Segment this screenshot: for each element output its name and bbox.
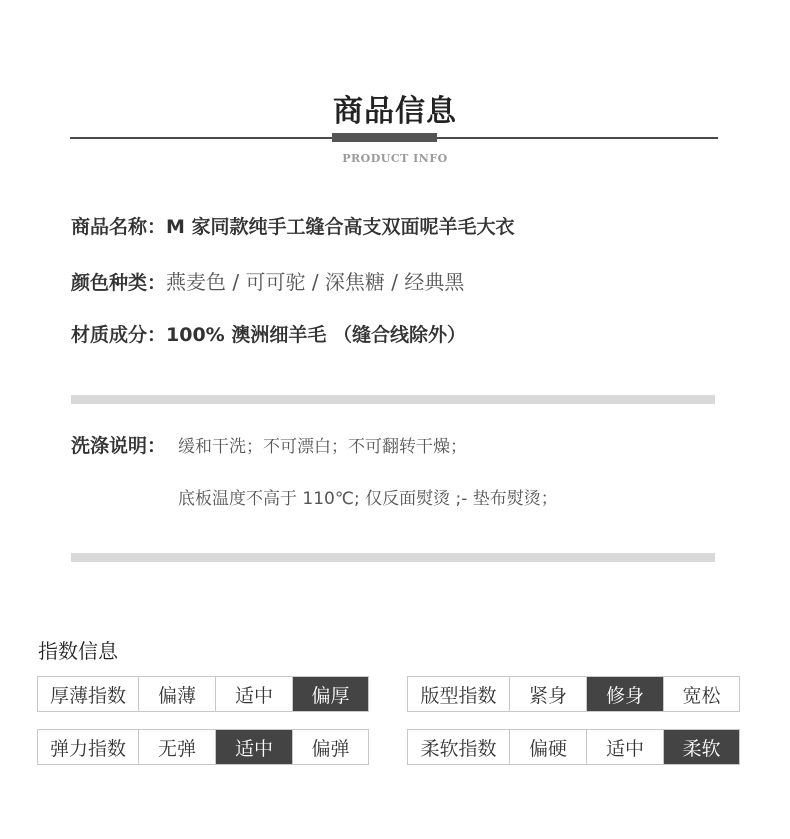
index-option-selected: 偏厚 — [292, 677, 368, 711]
index-option: 无弹 — [138, 730, 215, 764]
page-title: 商品信息 — [333, 94, 457, 129]
title-accent-bar — [332, 133, 437, 142]
wash-instruction-line-2: 底板温度不高于 110℃; 仅反面熨烫 ;- 垫布熨烫； — [178, 489, 558, 509]
color-value: 燕麦色 / 可可驼 / 深焦糖 / 经典黑 — [166, 270, 465, 294]
wash-label: 洗涤说明： — [71, 435, 167, 457]
index-label: 弹力指数 — [49, 737, 126, 760]
material-value: 100% 澳洲细羊毛 （缝合线除外） — [166, 324, 466, 346]
color-row — [71, 266, 464, 295]
material-row — [71, 320, 466, 347]
index-option: 偏弹 — [292, 730, 368, 764]
index-option: 偏薄 — [138, 677, 215, 711]
product-name-label: 商品名称： — [71, 216, 167, 238]
index-label: 厚薄指数 — [49, 684, 126, 707]
page-subtitle: PRODUCT INFO — [342, 152, 448, 165]
wash-instruction-line-1: 缓和干洗；不可漂白；不可翻转干燥； — [178, 437, 467, 457]
color-label: 颜色种类： — [71, 272, 167, 294]
thickness-index-table — [37, 676, 369, 712]
index-label: 柔软指数 — [420, 737, 497, 760]
product-name-value: M 家同款纯手工缝合高支双面呢羊毛大衣 — [166, 216, 515, 238]
index-option-selected: 适中 — [215, 730, 292, 764]
fit-index-table — [407, 676, 740, 712]
index-option-selected: 柔软 — [663, 730, 739, 764]
index-section-title: 指数信息 — [38, 639, 118, 663]
softness-index-table — [407, 729, 740, 765]
index-option: 适中 — [586, 730, 663, 764]
index-option: 偏硬 — [509, 730, 586, 764]
section-divider-bar — [71, 395, 715, 404]
index-option: 适中 — [215, 677, 292, 711]
material-label: 材质成分： — [71, 324, 167, 346]
index-option-selected: 修身 — [586, 677, 663, 711]
index-option: 紧身 — [509, 677, 586, 711]
elasticity-index-table — [37, 729, 369, 765]
section-divider-bar — [71, 553, 715, 562]
product-name-row — [71, 212, 515, 239]
index-label: 版型指数 — [420, 684, 497, 707]
index-option: 宽松 — [663, 677, 739, 711]
